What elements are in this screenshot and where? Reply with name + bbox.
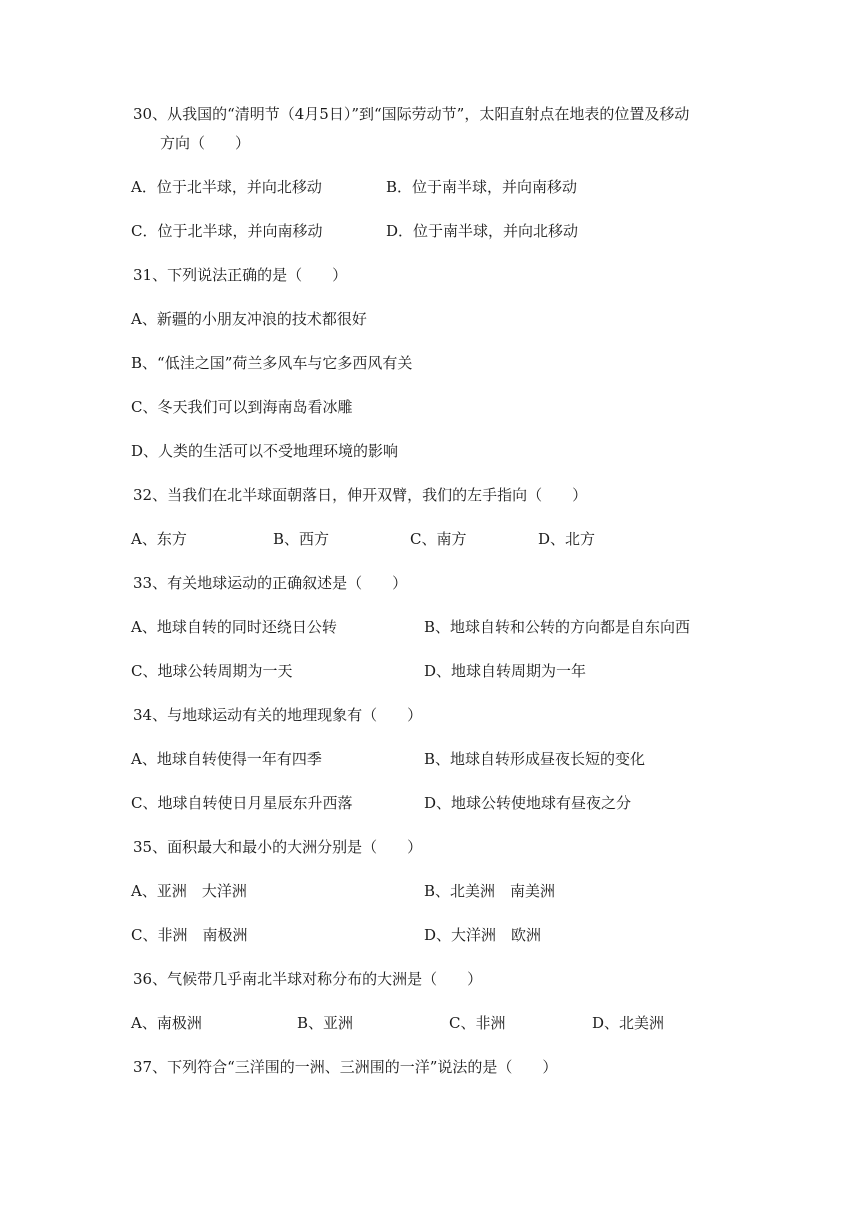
question-33-option-a: A、地球自转的同时还绕日公转 [131, 618, 337, 636]
question-35-option-d: D、大洋洲 欧洲 [424, 926, 542, 944]
question-37-stem: 37、下列符合“三洋围的一洲、三洲围的一洋”说法的是（ ） [133, 1058, 558, 1076]
question-33-option-c: C、地球公转周期为一天 [131, 662, 293, 680]
question-31-option-a: A、新疆的小朋友冲浪的技术都很好 [131, 310, 367, 328]
question-34-option-b: B、地球自转形成昼夜长短的变化 [424, 750, 646, 768]
question-36-stem: 36、气候带几乎南北半球对称分布的大洲是（ ） [133, 970, 483, 988]
question-32-stem: 32、当我们在北半球面朝落日，伸开双臂，我们的左手指向（ ） [133, 486, 588, 504]
question-32-option-b: B、西方 [273, 530, 330, 548]
question-36-option-b: B、亚洲 [297, 1014, 354, 1032]
question-33-stem: 33、有关地球运动的正确叙述是（ ） [133, 574, 408, 592]
question-30-option-d: D．位于南半球，并向北移动 [386, 222, 579, 240]
question-32-option-d: D、北方 [538, 530, 596, 548]
question-30-option-a: A．位于北半球，并向北移动 [131, 178, 322, 196]
question-31-option-b: B、“低洼之国”荷兰多风车与它多西风有关 [131, 354, 413, 372]
question-30-option-c: C．位于北半球，并向南移动 [131, 222, 323, 240]
question-32-option-c: C、南方 [410, 530, 467, 548]
question-35-option-c: C、非洲 南极洲 [131, 926, 248, 944]
question-35-stem: 35、面积最大和最小的大洲分别是（ ） [133, 838, 423, 856]
question-31-stem: 31、下列说法正确的是（ ） [133, 266, 348, 284]
question-34-option-a: A、地球自转使得一年有四季 [131, 750, 322, 768]
question-34-stem: 34、与地球运动有关的地理现象有（ ） [133, 706, 423, 724]
question-32-option-a: A、东方 [131, 530, 187, 548]
question-35-option-b: B、北美洲 南美洲 [424, 882, 556, 900]
question-31-option-d: D、人类的生活可以不受地理环境的影响 [131, 442, 399, 460]
question-34-option-d: D、地球公转使地球有昼夜之分 [424, 794, 632, 812]
question-33-option-d: D、地球自转周期为一年 [424, 662, 587, 680]
question-36-option-d: D、北美洲 [592, 1014, 665, 1032]
question-31-option-c: C、冬天我们可以到海南岛看冰雕 [131, 398, 353, 416]
question-36-option-c: C、非洲 [449, 1014, 506, 1032]
question-30-stem-continued: 方向（ ） [160, 134, 251, 152]
question-33-option-b: B、地球自转和公转的方向都是自东向西 [424, 618, 691, 636]
question-30-option-b: B．位于南半球，并向南移动 [386, 178, 578, 196]
question-35-option-a: A、亚洲 大洋洲 [131, 882, 247, 900]
question-34-option-c: C、地球自转使日月星辰东升西落 [131, 794, 353, 812]
question-36-option-a: A、南极洲 [131, 1014, 202, 1032]
question-30-stem: 30、从我国的“清明节（4月5日）”到“国际劳动节”，太阳直射点在地表的位置及移动 [133, 105, 690, 123]
